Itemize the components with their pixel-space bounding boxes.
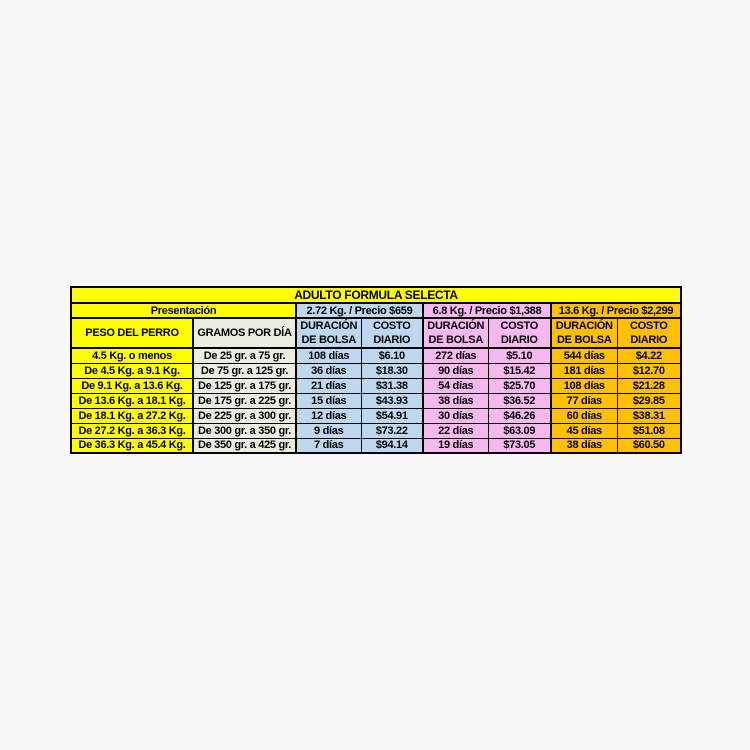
feeding-guide-table	[70, 286, 682, 454]
duration-cell: 22 días	[423, 423, 488, 438]
duration-cell: 181 días	[551, 363, 617, 378]
title-row	[71, 287, 681, 303]
duration-line1: DURACIÓN	[427, 320, 485, 332]
table-row	[71, 348, 681, 363]
weight-cell: De 27.2 Kg. a 36.3 Kg.	[71, 423, 193, 438]
grams-cell: De 25 gr. a 75 gr.	[193, 348, 296, 363]
duration-cell: 7 días	[296, 438, 361, 453]
duration-line1: DURACIÓN	[300, 320, 358, 332]
col-header-cost-orange	[617, 318, 681, 348]
duration-line2: DE BOLSA	[428, 334, 483, 346]
grams-cell: De 175 gr. a 225 gr.	[193, 393, 296, 408]
cost-cell: $38.31	[617, 408, 681, 423]
cost-cell: $43.93	[361, 393, 423, 408]
cost-cell: $46.26	[488, 408, 551, 423]
duration-cell: 12 días	[296, 408, 361, 423]
cost-cell: $51.08	[617, 423, 681, 438]
cost-cell: $54.91	[361, 408, 423, 423]
col-header-duration-blue	[296, 318, 361, 348]
duration-cell: 38 días	[551, 438, 617, 453]
table-row	[71, 363, 681, 378]
cost-cell: $36.52	[488, 393, 551, 408]
duration-cell: 9 días	[296, 423, 361, 438]
group-header-13-6kg: 13.6 Kg. / Precio $2,299	[551, 303, 681, 318]
cost-cell: $25.70	[488, 378, 551, 393]
cost-cell: $29.85	[617, 393, 681, 408]
cost-line1: COSTO	[500, 320, 538, 332]
cost-cell: $15.42	[488, 363, 551, 378]
duration-cell: 15 días	[296, 393, 361, 408]
col-header-cost-pink	[488, 318, 551, 348]
cost-line2: DIARIO	[373, 334, 411, 346]
table-row	[71, 423, 681, 438]
grams-cell: De 300 gr. a 350 gr.	[193, 423, 296, 438]
cost-line2: DIARIO	[630, 334, 668, 346]
duration-cell: 19 días	[423, 438, 488, 453]
duration-line2: DE BOLSA	[557, 334, 612, 346]
grams-cell: De 350 gr. a 425 gr.	[193, 438, 296, 453]
cost-cell: $21.28	[617, 378, 681, 393]
duration-cell: 45 días	[551, 423, 617, 438]
grams-cell: De 125 gr. a 175 gr.	[193, 378, 296, 393]
group-header-2-72kg: 2.72 Kg. / Precio $659	[296, 303, 423, 318]
table-row	[71, 378, 681, 393]
cost-cell: $18.30	[361, 363, 423, 378]
cost-cell: $6.10	[361, 348, 423, 363]
table-row	[71, 393, 681, 408]
cost-cell: $63.09	[488, 423, 551, 438]
duration-cell: 77 días	[551, 393, 617, 408]
duration-cell: 272 días	[423, 348, 488, 363]
table-row	[71, 438, 681, 453]
duration-cell: 54 días	[423, 378, 488, 393]
duration-line1: DURACIÓN	[555, 320, 613, 332]
duration-cell: 108 días	[551, 378, 617, 393]
weight-cell: De 36.3 Kg. a 45.4 Kg.	[71, 438, 193, 453]
weight-cell: 4.5 Kg. o menos	[71, 348, 193, 363]
col-header-weight: PESO DEL PERRO	[71, 318, 193, 348]
cost-line1: COSTO	[373, 320, 411, 332]
duration-cell: 21 días	[296, 378, 361, 393]
duration-cell: 38 días	[423, 393, 488, 408]
group-header-6-8kg: 6.8 Kg. / Precio $1,388	[423, 303, 551, 318]
duration-cell: 36 días	[296, 363, 361, 378]
cost-cell: $73.22	[361, 423, 423, 438]
duration-cell: 108 días	[296, 348, 361, 363]
grams-cell: De 75 gr. a 125 gr.	[193, 363, 296, 378]
weight-cell: De 13.6 Kg. a 18.1 Kg.	[71, 393, 193, 408]
duration-cell: 30 días	[423, 408, 488, 423]
table-title: ADULTO FORMULA SELECTA	[71, 287, 681, 303]
column-header-row	[71, 318, 681, 348]
cost-cell: $73.05	[488, 438, 551, 453]
cost-cell: $60.50	[617, 438, 681, 453]
duration-cell: 60 días	[551, 408, 617, 423]
weight-cell: De 18.1 Kg. a 27.2 Kg.	[71, 408, 193, 423]
weight-cell: De 4.5 Kg. a 9.1 Kg.	[71, 363, 193, 378]
col-header-duration-pink	[423, 318, 488, 348]
weight-cell: De 9.1 Kg. a 13.6 Kg.	[71, 378, 193, 393]
duration-line2: DE BOLSA	[301, 334, 356, 346]
presentation-header: Presentación	[71, 303, 296, 318]
presentation-row	[71, 303, 681, 318]
col-header-grams: GRAMOS POR DÍA	[193, 318, 296, 348]
cost-cell: $5.10	[488, 348, 551, 363]
table-row	[71, 408, 681, 423]
cost-cell: $94.14	[361, 438, 423, 453]
cost-cell: $31.38	[361, 378, 423, 393]
cost-cell: $4.22	[617, 348, 681, 363]
col-header-cost-blue	[361, 318, 423, 348]
duration-cell: 544 días	[551, 348, 617, 363]
grams-cell: De 225 gr. a 300 gr.	[193, 408, 296, 423]
cost-line1: COSTO	[630, 320, 668, 332]
cost-cell: $12.70	[617, 363, 681, 378]
cost-line2: DIARIO	[500, 334, 538, 346]
duration-cell: 90 días	[423, 363, 488, 378]
col-header-duration-orange	[551, 318, 617, 348]
